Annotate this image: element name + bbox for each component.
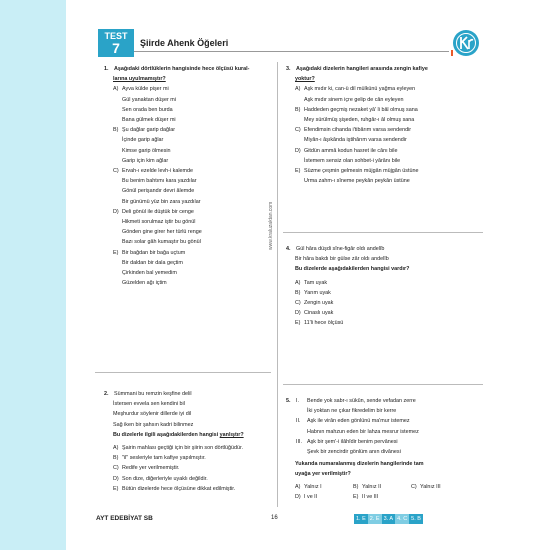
poem-line: Sağ iken bir şahsın kadri bilinmez xyxy=(113,421,194,428)
stem-text: Bu dizelerle ilgili aşağıdakilerden hangisi xyxy=(113,431,219,438)
test-badge xyxy=(98,29,134,57)
option-letter: C) xyxy=(295,127,301,134)
question-2 xyxy=(104,389,276,494)
option-letter: C) xyxy=(113,168,119,175)
option-a[interactable] xyxy=(295,482,353,492)
option-d[interactable] xyxy=(104,207,274,248)
question-5 xyxy=(286,396,486,502)
question-stem: Aşağıdaki dörtlüklerin hangisinde hece ölçüsü kural- xyxy=(114,66,250,72)
question-1 xyxy=(104,64,274,288)
question-4 xyxy=(286,244,486,329)
option-line: Ayva külde pişer mi xyxy=(122,86,169,93)
question-number: 4. xyxy=(286,246,291,252)
option-line: Bir daldan bir dala geçtim xyxy=(122,259,183,266)
option-letter: D) xyxy=(113,208,119,215)
page-number: 16 xyxy=(271,515,278,521)
option-list xyxy=(286,278,486,329)
question-number: 5. xyxy=(286,398,291,404)
option-line: Hikmeti sorulmaz iştir bu gönül xyxy=(122,219,196,226)
poem-line: İstersen evvela sen kendini bil xyxy=(113,401,185,408)
option-c[interactable] xyxy=(104,166,274,207)
option-b[interactable] xyxy=(286,105,486,125)
option-c[interactable] xyxy=(411,482,469,492)
question-stem-cont: uyağa yer verilmiştir? xyxy=(295,471,351,478)
option-e[interactable] xyxy=(104,484,276,494)
option-a[interactable] xyxy=(104,84,274,125)
option-a[interactable] xyxy=(286,278,486,288)
option-letter: B) xyxy=(113,127,119,134)
option-b[interactable] xyxy=(104,453,276,463)
poem-line: Gül hâra düşdi sîne-figâr oldı andelîb xyxy=(296,246,385,252)
option-body xyxy=(304,166,418,186)
row-divider-right-lower xyxy=(283,384,483,385)
option-e[interactable] xyxy=(286,318,486,328)
numbered-item xyxy=(296,416,419,436)
option-letter: B) xyxy=(113,455,119,462)
option-line: Gönden gine girer her türlü renge xyxy=(122,229,202,236)
poem-line: Şevk bir zencirdir gönlüm anın divânesi xyxy=(307,449,401,456)
option-line: Mey sürülmüş şişeden, ruhgâr-ı âl olmuş sana xyxy=(304,117,415,124)
option-line: İçinde garip ağlar xyxy=(122,137,164,144)
question-stem: Bu dizelerde aşağıdakilerden hangisi vardır? xyxy=(295,266,410,273)
option-c[interactable] xyxy=(286,298,486,308)
option-letter: D) xyxy=(295,493,301,500)
page-margin-band xyxy=(0,0,66,550)
option-letter: D) xyxy=(295,147,301,154)
option-letter: B) xyxy=(353,483,359,490)
option-body xyxy=(122,248,185,289)
page-title: Şiirde Ahenk Öğeleri xyxy=(140,38,229,48)
question-3 xyxy=(286,64,486,186)
option-body xyxy=(304,105,418,125)
option-c[interactable] xyxy=(104,463,276,473)
option-text: 11'li hece ölçüsü xyxy=(304,320,344,327)
option-line: Aşk mıdır ki, can-ü dil mülkünü yağma eyleyen xyxy=(304,86,416,93)
stem-emphasis: yanlıştır? xyxy=(219,431,244,438)
answer-key xyxy=(354,514,423,524)
option-a[interactable] xyxy=(286,84,486,104)
option-text: Yalnız II xyxy=(362,483,382,490)
option-line: Gül yanaktan düşer mi xyxy=(122,96,176,103)
option-letter: A) xyxy=(295,279,301,286)
option-letter: E) xyxy=(113,485,119,492)
option-letter: A) xyxy=(295,483,301,490)
row-divider-left xyxy=(95,372,271,373)
option-line: Kimse garip ölmesin xyxy=(122,147,171,154)
option-line: Bazı solar gâh kumaştır bu gönül xyxy=(122,239,201,246)
option-line: Bana gülmek düşer mi xyxy=(122,117,176,124)
option-letter: C) xyxy=(113,465,119,472)
option-list xyxy=(286,84,486,186)
column-divider xyxy=(277,62,278,507)
option-body xyxy=(304,125,411,145)
option-d[interactable] xyxy=(295,492,353,502)
option-e[interactable] xyxy=(353,492,411,502)
option-line: Bir günümü yüz bin zara yazdılar xyxy=(122,198,201,205)
publisher-logo-icon xyxy=(451,28,481,58)
row-divider-right-upper xyxy=(283,232,483,233)
option-body xyxy=(304,146,400,166)
option-text: I ve II xyxy=(304,493,318,500)
poem-line: Aşk bir şem'-i ilâhîdir benim pervânesi xyxy=(307,438,398,445)
poem-line: Bir hâra bakdı bir gülse zâr oldı andelîb xyxy=(295,256,389,263)
answer-cell: 2. E xyxy=(369,516,380,522)
option-line: Süzme çeşmin gelmesin müjgân müjgân üstüne xyxy=(304,168,419,175)
option-letter: E) xyxy=(295,320,301,327)
option-e[interactable] xyxy=(286,166,486,186)
question-stem: Yukarıda numaralanmış dizelerin hangilerinde tam xyxy=(295,461,424,468)
option-line: Miyân-ı âşıkânda iştihârım varsa sendendir xyxy=(304,137,407,144)
poem-line: Bende yok sabr-ı sükûn, sende vefadan zerre xyxy=(307,398,416,404)
option-line: Garip için kim ağlar xyxy=(122,157,169,164)
option-line: İstemem sensiz olan sohbet-i yârânı bile xyxy=(304,157,401,164)
option-body xyxy=(122,84,176,125)
option-line: Güzelden ağı içtim xyxy=(122,280,167,287)
option-b[interactable] xyxy=(286,288,486,298)
option-list xyxy=(104,84,274,288)
option-body xyxy=(122,166,201,207)
option-letter: D) xyxy=(295,310,301,317)
option-line: Urma zahm-ı sîneme peykân peykân üstüne xyxy=(304,178,410,185)
option-text: Redife yer verilmemiştir. xyxy=(122,465,180,472)
option-body xyxy=(122,207,202,248)
answer-cell: 1. E xyxy=(356,516,366,522)
option-b[interactable] xyxy=(353,482,411,492)
item-body xyxy=(307,416,419,436)
option-letter: E) xyxy=(295,168,301,175)
poem-line: Sümmani bu remzin keşfine delil xyxy=(114,391,192,397)
test-number: 7 xyxy=(112,40,120,56)
numbered-item xyxy=(296,396,419,416)
option-text: Cinaslı uyak xyxy=(304,310,334,317)
option-letter: B) xyxy=(295,289,301,296)
option-letter: A) xyxy=(295,86,301,93)
option-letter: D) xyxy=(113,475,119,482)
option-letter: A) xyxy=(113,86,119,93)
question-stem-cont: larına uyulmamıştır? xyxy=(113,76,166,83)
option-text: Yarım uyak xyxy=(304,289,331,296)
item-body xyxy=(307,437,401,457)
option-text: Şairin mahlası geçtiği için bir şiirin son dörtlüğüdür. xyxy=(122,445,244,452)
option-text: Tam uyak xyxy=(304,279,328,286)
test-label: TEST xyxy=(104,31,128,41)
option-list xyxy=(104,443,276,494)
option-a[interactable] xyxy=(104,443,276,453)
roman-numeral: I. xyxy=(296,398,299,404)
poem-line: Aşk ile virân eden gönlünü ma'mur istemez xyxy=(307,418,410,425)
option-text: Bütün dizelerde hece ölçüsüne dikkat edilmiştir. xyxy=(122,485,236,492)
option-letter: C) xyxy=(411,483,417,490)
option-line: Aşk mıdır sinem içre gelip de cân eyleyen xyxy=(304,96,404,103)
option-line: Haddeden geçmiş nezaket yâ' li bâl olmuş sana xyxy=(304,106,418,113)
title-underline xyxy=(134,51,449,52)
poem-line: Meşhurdur söylenir dillerde iyi dil xyxy=(113,411,192,418)
question-stem-cont: yoktur? xyxy=(295,76,315,83)
option-d[interactable] xyxy=(286,308,486,318)
question-number: 2. xyxy=(104,391,109,397)
option-d[interactable] xyxy=(104,474,276,484)
option-line: Deli gönül ile düştük bir cenge xyxy=(122,208,194,215)
watermark-url: www.kraluzaktan.com xyxy=(268,201,274,250)
option-text: Zengin uyak xyxy=(304,300,334,307)
poem-line: Habnın mahzun eden bir lahza mesrur istemez xyxy=(307,428,419,435)
numbered-lines xyxy=(296,396,419,457)
option-line: Gönül perişandır devri âlemde xyxy=(122,188,195,195)
option-text: II ve III xyxy=(362,493,379,500)
option-letter: E) xyxy=(353,493,359,500)
question-stem xyxy=(104,430,276,440)
option-b[interactable] xyxy=(104,125,274,166)
option-letter: C) xyxy=(295,300,301,307)
option-letter: A) xyxy=(113,445,119,452)
answer-cell: 4. C xyxy=(397,516,408,522)
option-line: Sen orada ben burda xyxy=(122,106,173,113)
option-body xyxy=(304,84,415,104)
option-c[interactable] xyxy=(286,125,486,145)
option-line: Ervah-ı ezelde levh-i kalemde xyxy=(122,168,194,175)
option-line: Bu benim bahtımı kara yazdılar xyxy=(122,178,197,185)
page-footer xyxy=(96,514,486,526)
option-letter: E) xyxy=(113,249,119,256)
answer-cell: 5. B xyxy=(411,516,421,522)
option-letter: B) xyxy=(295,106,301,113)
option-text: Yalnız III xyxy=(420,483,441,490)
option-line: Bir bağdan bir bağa uçtum xyxy=(122,249,186,256)
option-e[interactable] xyxy=(104,248,274,289)
footer-brand: AYT EDEBİYAT SB xyxy=(96,515,153,522)
roman-numeral: III. xyxy=(296,438,302,445)
answer-cell: 3. A xyxy=(383,516,394,522)
option-text: "il" sesleriyle tam kafiye yapılmıştır. xyxy=(122,455,206,462)
option-text: Yalnız I xyxy=(304,483,322,490)
option-line: Gitdün ammâ kodun hasret ile cânı bile xyxy=(304,147,398,154)
option-line: Şu dağlar garip dağlar xyxy=(122,127,176,134)
item-body xyxy=(307,396,416,416)
option-line: Çirkinden bal yemedim xyxy=(122,270,177,277)
option-text: Son dize, diğerleriyle uyaklı değildir. xyxy=(122,475,208,482)
poem-line: İki yoktan ne çıkar fikredelim bir kerre xyxy=(307,408,397,415)
question-stem: Aşağıdaki dizelerin hangileri arasında zengin kafiye xyxy=(296,66,428,72)
roman-numeral: II. xyxy=(296,418,301,425)
question-number: 3. xyxy=(286,66,291,72)
option-list xyxy=(286,482,470,502)
question-number: 1. xyxy=(104,66,109,72)
option-line: Efendimsin cihanda i'tibârım varsa sendendir xyxy=(304,127,412,134)
numbered-item xyxy=(296,437,419,457)
option-d[interactable] xyxy=(286,146,486,166)
option-body xyxy=(122,125,175,166)
